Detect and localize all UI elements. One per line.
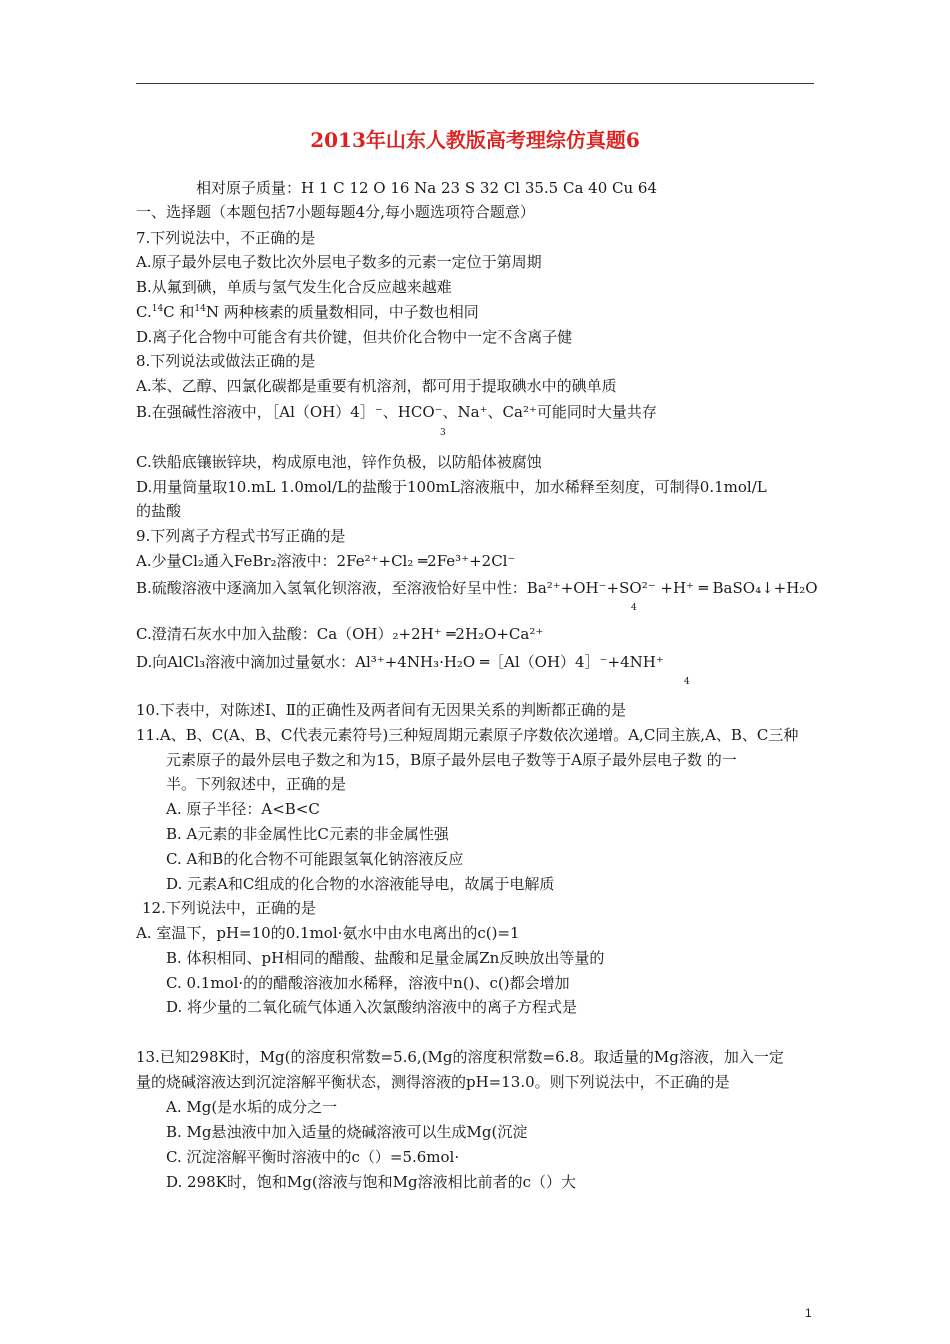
q9-stem: 9.下列离子方程式书写正确的是	[136, 527, 346, 545]
q7-c-sup2: 14	[194, 304, 206, 314]
q8-option-d-line1: D.用量筒量取10.mL 1.0mol/L的盐酸于100mL溶液瓶中，加水稀释至刻度，可制得0.1mol/L	[136, 478, 767, 496]
page-number: 1	[805, 1306, 812, 1320]
q11-option-c: C. A和B的化合物不可能跟氢氧化钠溶液反应	[166, 850, 464, 868]
q13-option-a: A. Mg(是水垢的成分之一	[166, 1098, 338, 1116]
q9-option-b: B.硫酸溶液中逐滴加入氢氧化钡溶液，至溶液恰好呈中性：Ba²⁺+OH⁻+SO²⁻ +H⁺ ═ BaSO₄↓+H₂O	[136, 579, 818, 597]
q12-option-b: B. 体积相同、pH相同的醋酸、盐酸和足量金属Zn反映放出等量的	[166, 949, 605, 967]
q13-option-d: D. 298K时，饱和Mg(溶液与饱和Mg溶液相比前者的c（）大	[166, 1173, 577, 1191]
q11-option-d: D. 元素A和C组成的化合物的水溶液能导电，故属于电解质	[166, 875, 555, 893]
q9-option-d: D.向AlCl₃溶液中滴加过量氨水：Al³⁺+4NH₃·H₂O ═［Al（OH）4］⁻+4NH⁺	[136, 653, 664, 671]
atomic-masses: 相对原子质量：H 1 C 12 O 16 Na 23 S 32 Cl 35.5 Ca 40 Cu 64	[196, 179, 658, 197]
q12-option-c: C. 0.1mol·的的醋酸溶液加水稀释，溶液中n()、c()都会增加	[166, 974, 570, 992]
q12-option-a: A. 室温下，pH=10的0.1mol·氨水中由水电离出的c()=1	[136, 924, 520, 942]
q8-option-d-line2: 的盐酸	[136, 502, 182, 520]
header-rule	[136, 83, 814, 84]
q13-stem-line2: 量的烧碱溶液达到沉淀溶解平衡状态，测得溶液的pH=13.0。则下列说法中，不正确的是	[136, 1073, 730, 1091]
q7-option-b: B.从氟到碘，单质与氢气发生化合反应越来越难	[136, 278, 452, 296]
q8-option-a: A.苯、乙醇、四氯化碳都是重要有机溶剂，都可用于提取碘水中的碘单质	[136, 377, 617, 395]
q11-option-b: B. A元素的非金属性比C元素的非金属性强	[166, 825, 449, 843]
q8-stem: 8.下列说法或做法正确的是	[136, 352, 316, 370]
q8-option-b: B.在强碱性溶液中，［Al（OH）4］⁻、HCO⁻、Na⁺、Ca²⁺可能同时大量共存	[136, 403, 657, 421]
q7-c-mid: C 和	[163, 303, 195, 321]
q7-option-c	[136, 302, 479, 322]
q7-c-post: N 两种核素的质量数相同，中子数也相同	[205, 303, 479, 321]
q11-stem-line1: 11.A、B、C(A、B、C代表元素符号)三种短周期元素原子序数依次递增。A,C同主族,A、B、C三种	[136, 726, 799, 744]
q12-stem: 12.下列说法中，正确的是	[142, 899, 316, 917]
q9-b-subscript: 4	[631, 603, 637, 613]
q7-stem: 7.下列说法中，不正确的是	[136, 229, 316, 247]
q12-option-d: D. 将少量的二氧化硫气体通入次氯酸纳溶液中的离子方程式是	[166, 998, 578, 1016]
q11-stem-line3: 半。下列叙述中，正确的是	[166, 775, 347, 793]
q7-c-sup1: 14	[151, 304, 164, 314]
page-title: 2013年山东人教版高考理综仿真题6	[310, 128, 640, 152]
q7-option-d: D.离子化合物中可能含有共价键，但共价化合物中一定不含离子健	[136, 328, 573, 346]
q7-c-prefix: C.	[136, 303, 152, 321]
q11-stem-line2: 元素原子的最外层电子数之和为15，B原子最外层电子数等于A原子最外层电子数 的一	[166, 751, 737, 769]
q9-option-a: A.少量Cl₂通入FeBr₂溶液中：2Fe²⁺+Cl₂ ═2Fe³⁺+2Cl⁻	[136, 552, 516, 570]
q13-stem-line1: 13.已知298K时，Mg(的溶度积常数=5.6,(Mg的溶度积常数=6.8。取适量的Mg溶液，加入一定	[136, 1048, 784, 1066]
q11-option-a: A. 原子半径：A<B<C	[166, 800, 320, 818]
section-heading: 一、选择题（本题包括7小题每题4分,每小题选项符合题意）	[136, 203, 535, 221]
q13-option-c: C. 沉淀溶解平衡时溶液中的c（）=5.6mol·	[166, 1148, 460, 1166]
q8-b-subscript: 3	[440, 428, 446, 438]
q8-option-c: C.铁船底镶嵌锌块，构成原电池，锌作负极，以防船体被腐蚀	[136, 453, 542, 471]
q9-option-c: C.澄清石灰水中加入盐酸：Ca（OH）₂+2H⁺ ═2H₂O+Ca²⁺	[136, 625, 544, 643]
q7-option-a: A.原子最外层电子数比次外层电子数多的元素一定位于第周期	[136, 253, 542, 271]
q9-d-subscript: 4	[684, 677, 690, 687]
q13-option-b: B. Mg悬浊液中加入适量的烧碱溶液可以生成Mg(沉淀	[166, 1123, 528, 1141]
q10-stem: 10.下表中，对陈述Ⅰ、Ⅱ的正确性及两者间有无因果关系的判断都正确的是	[136, 701, 626, 719]
